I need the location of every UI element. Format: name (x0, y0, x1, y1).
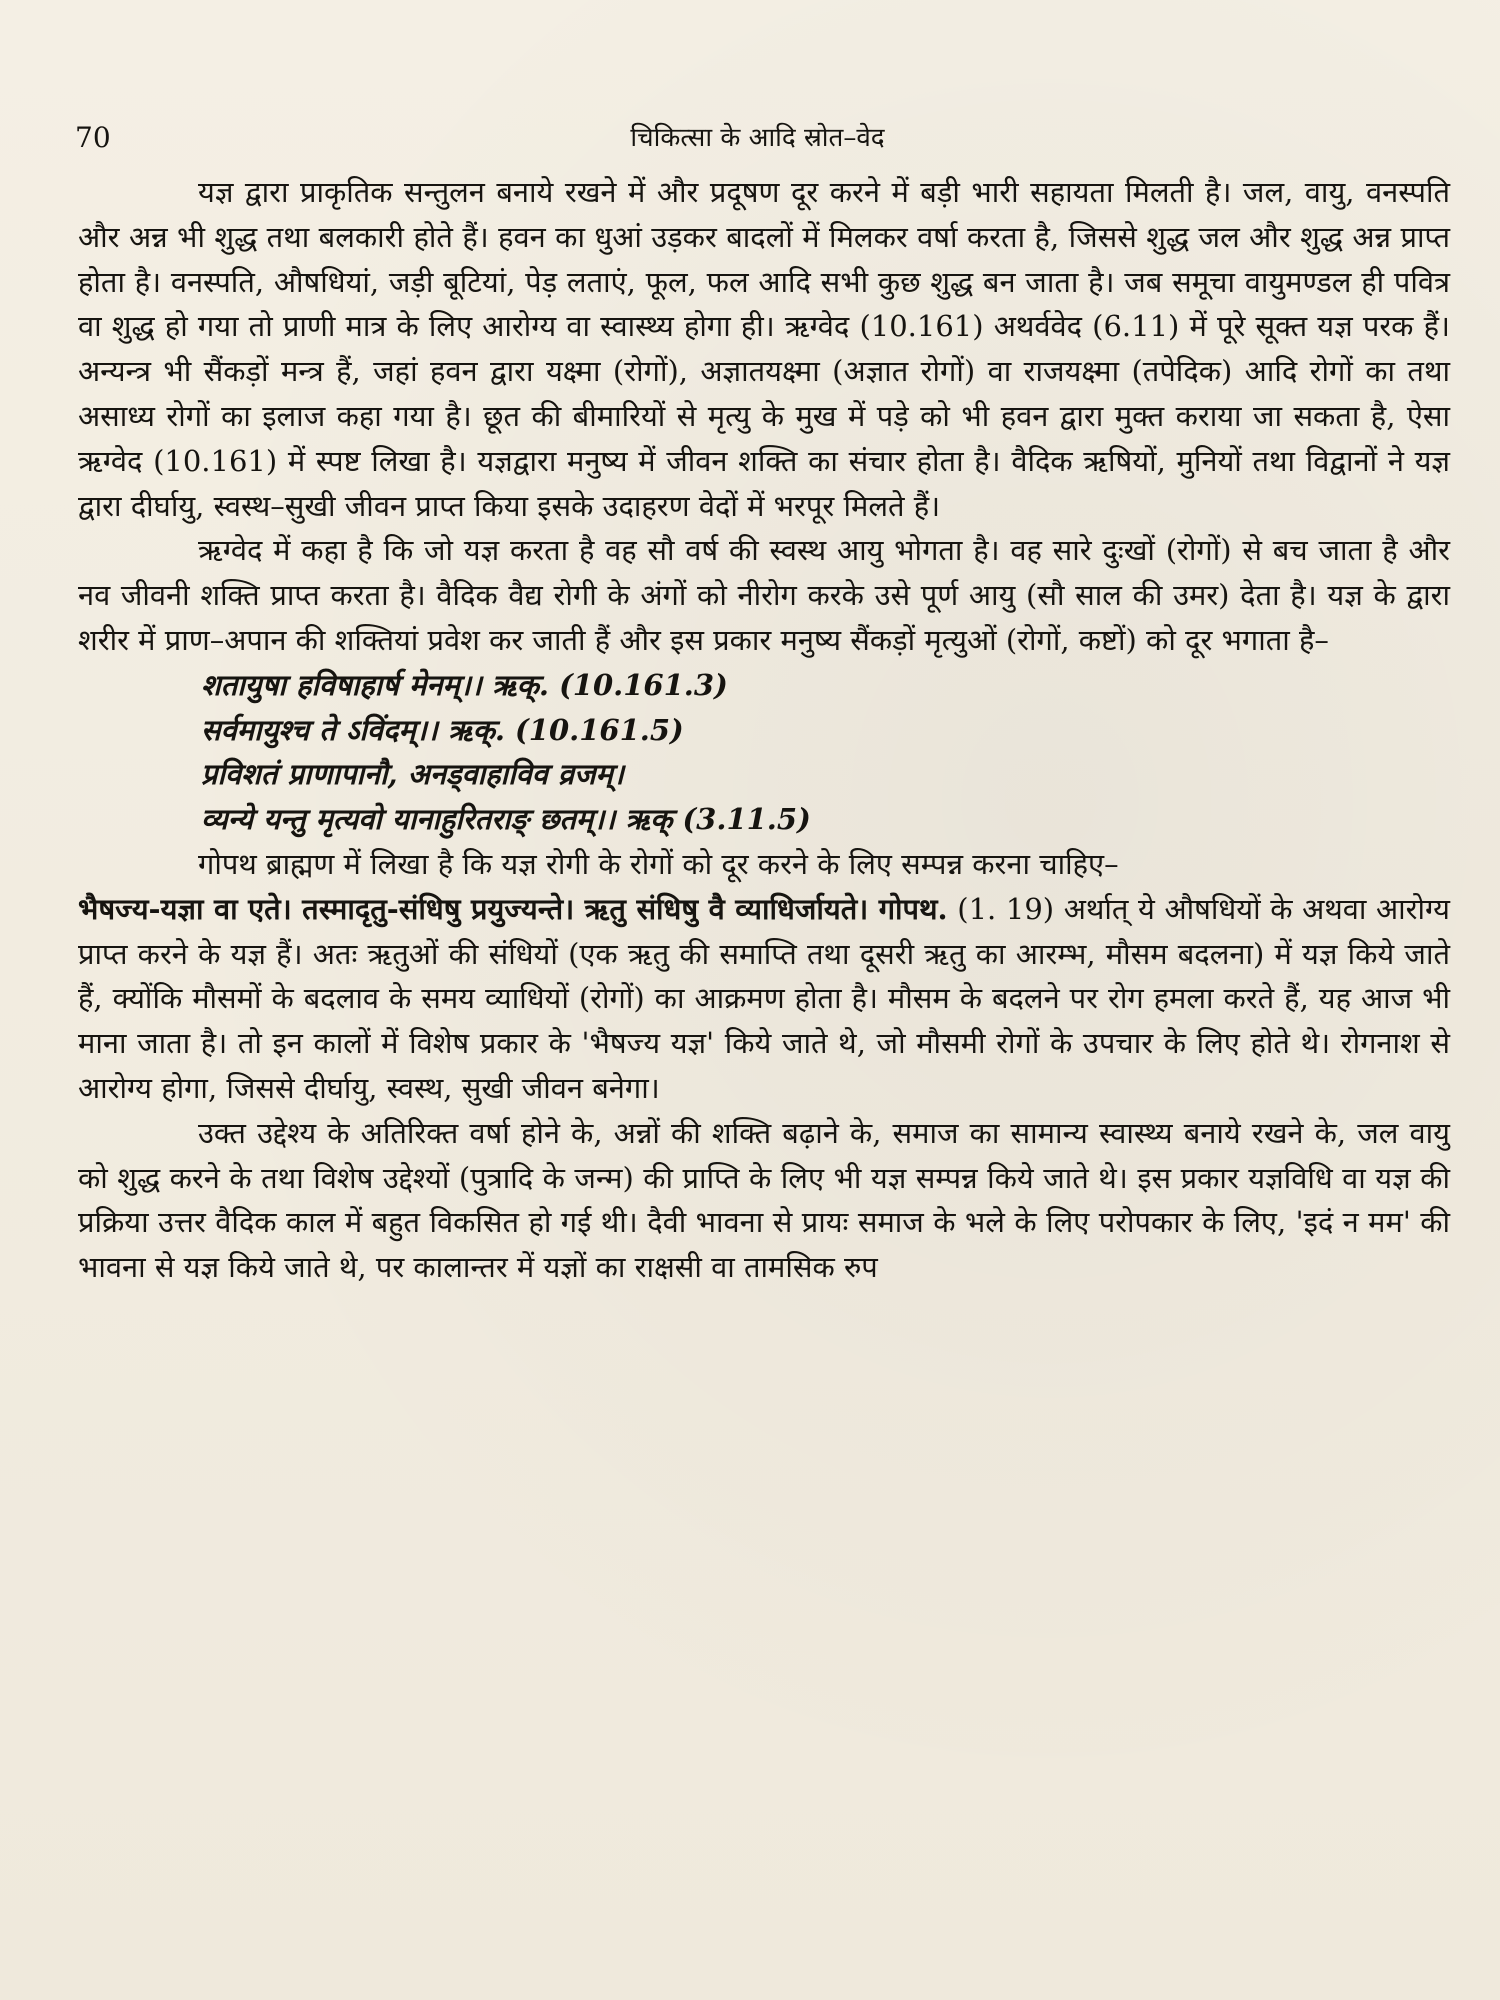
verse-line: शतायुषा हविषाहार्ष मेनम्।। ऋक्. (10.161.3) (201, 667, 728, 702)
page-body (78, 170, 1450, 1290)
page-header (75, 118, 1440, 158)
paragraph-5: उक्त उद्देश्य के अतिरिक्त वर्षा होने के, अन्नों की शक्ति बढ़ाने के, समाज का सामान्य स्वास्थ्य बनाये रखने के, जल वायु को शुद्ध करने के तथा विशेष उद्देश्यों (पुत्रादि के जन्म) की प्राप्ति के लिए भी यज्ञ सम्पन्न किये जाते थे। इस प्रकार यज्ञविधि वा यज्ञ की प्रक्रिया उत्तर वैदिक काल में बहुत विकसित हो गई थी। दैवी भावना से प्रायः समाज के भले के लिए परोपकार के लिए, 'इदं न मम' की भावना से यज्ञ किये जाते थे, पर कालान्तर में यज्ञों का राक्षसी वा तामसिक रुप (78, 1115, 1450, 1285)
verse-line: व्यन्ये यन्तु मृत्यवो यानाहुरितराङ् छतम्।। ऋक् (3.11.5) (201, 802, 811, 837)
paragraph-4-text: (1. 19) अर्थात् ये औषधियों के अथवा आरोग्य प्राप्त करने के यज्ञ हैं। अतः ऋतुओं की संधियों (एक ऋतु की समाप्ति तथा दूसरी ऋतु का आरम्भ, मौसम बदलना) में यज्ञ किये जाते हैं, क्योंकि मौसमों के बदलाव के समय व्याधियों (रोगों) का आक्रमण होता है। मौसम के बदलने पर रोग हमला करते हैं, यह आज भी माना जाता है। तो इन कालों में विशेष प्रकार के 'भैषज्य यज्ञ' किये जाते थे, जो मौसमी रोगों के उपचार के लिए होते थे। रोगनाश से आरोग्य होगा, जिससे दीर्घायु, स्वस्थ, सुखी जीवन बनेगा। (78, 891, 1451, 1105)
running-title: चिकित्सा के आदि स्रोत–वेद (630, 123, 885, 153)
paragraph-1: यज्ञ द्वारा प्राकृतिक सन्तुलन बनाये रखने में और प्रदूषण दूर करने में बड़ी भारी सहायता मिलती है। जल, वायु, वनस्पति और अन्न भी शुद्ध तथा बलकारी होते हैं। हवन का धुआं उड़कर बादलों में मिलकर वर्षा करता है, जिससे शुद्ध जल और शुद्ध अन्न प्राप्त होता है। वनस्पति, औषधियां, जड़ी बूटियां, पेड़ लताएं, फूल, फल आदि सभी कुछ शुद्ध बन जाता है। जब समूचा वायुमण्डल ही पवित्र वा शुद्ध हो गया तो प्राणी मात्र के लिए आरोग्य वा स्वास्थ्य होगा ही। ऋग्वेद (10.161) अथर्ववेद (6.11) में पूरे सूक्त यज्ञ परक हैं। अन्यन्त्र भी सैंकड़ों मन्त्र हैं, जहां हवन द्वारा यक्ष्मा (रोगों), अज्ञातयक्ष्मा (अज्ञात रोगों) वा राजयक्ष्मा (तपेदिक) आदि रोगों का तथा असाध्य रोगों का इलाज कहा गया है। छूत की बीमारियों से मृत्यु के मुख में पड़े को भी हवन द्वारा मुक्त कराया जा सकता है, ऐसा ऋग्वेद (10.161) में स्पष्ट लिखा है। यज्ञद्वारा मनुष्य में जीवन शक्ति का संचार होता है। वैदिक ऋषियों, मुनियों तथा विद्वानों ने यज्ञ द्वारा दीर्घायु, स्वस्थ–सुखी जीवन प्राप्त किया इसके उदाहरण वेदों में भरपूर मिलते हैं। (78, 175, 1450, 523)
verse-block (78, 663, 1450, 842)
paragraph-4 (78, 887, 1450, 1111)
page-number: 70 (75, 121, 111, 154)
gopatha-quote: भैषज्य-यज्ञा वा एते। तस्मादृतु-संधिषु प्रयुज्यन्ते। ऋतु संधिषु वै व्याधिर्जायते। गोपथ. (78, 891, 948, 926)
paragraph-2: ऋग्वेद में कहा है कि जो यज्ञ करता है वह सौ वर्ष की स्वस्थ आयु भोगता है। वह सारे दुःखों (रोगों) से बच जाता है और नव जीवनी शक्ति प्राप्त करता है। वैदिक वैद्य रोगी के अंगों को नीरोग करके उसे पूर्ण आयु (सौ साल की उमर) देता है। यज्ञ के द्वारा शरीर में प्राण–अपान की शक्तियां प्रवेश कर जाती हैं और इस प्रकार मनुष्य सैंकड़ों मृत्युओं (रोगों, कष्टों) को दूर भगाता है– (78, 533, 1450, 657)
paragraph-3: गोपथ ब्राह्मण में लिखा है कि यज्ञ रोगी के रोगों को दूर करने के लिए सम्पन्न करना चाहिए– (198, 846, 1119, 881)
verse-line: प्रविशतं प्राणापानौ, अनड्वाहाविव व्रजम्। (201, 757, 624, 792)
verse-line: सर्वमायुश्च ते ऽविंदम्।। ऋक्. (10.161.5) (201, 712, 684, 747)
